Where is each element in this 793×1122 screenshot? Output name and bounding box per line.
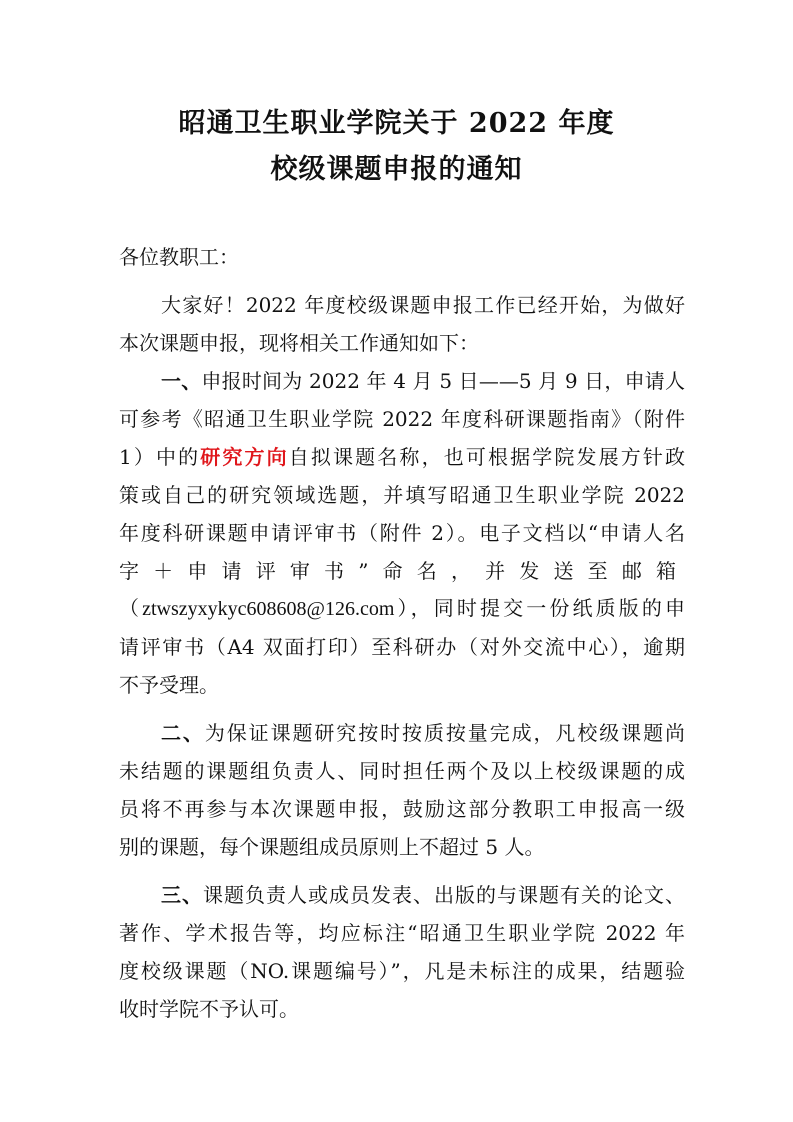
item-1-line-9: 不予受理。: [119, 673, 219, 697]
item-3-line-2: 著作、学术报告等，均应标注“昭通卫生职业学院 2022 年: [119, 921, 685, 945]
document-body: [119, 238, 685, 1028]
item-1-line-1: [119, 362, 685, 400]
item-1-line-3: [119, 438, 685, 476]
item-1-line-1-text: 申报时间为 2022 年 4 月 5 日——5 月 9 日，申请人: [201, 369, 686, 393]
item-2-line-1-text: 为保证课题研究按时按质按量完成，凡校级课题尚: [204, 721, 686, 745]
item-3-line-1-text: 课题负责人或成员发表、出版的与课题有关的论文、: [203, 883, 685, 907]
item-1-line-6: 字＋申请评审书”命名，并发送至邮箱: [119, 559, 685, 583]
research-direction-highlight: 研究方向: [200, 445, 289, 469]
item-2-line-1: [119, 714, 685, 752]
item-2-line-2: 未结题的课题组负责人、同时担任两个及以上校级课题的成: [119, 759, 685, 783]
item-1-line-3-pre: 1）中的: [119, 445, 201, 469]
intro-line-1: 大家好！2022 年度校级课题申报工作已经开始，为做好: [161, 293, 685, 317]
item-2-line-3: 员将不再参与本次课题申报，鼓励这部分教职工申报高一级: [119, 797, 685, 821]
item-3-number: 三、: [161, 883, 203, 907]
item-3-line-1: [119, 876, 685, 914]
document-title-line-1: 昭通卫生职业学院关于 2022 年度: [178, 108, 615, 139]
intro-paragraph: [119, 286, 685, 362]
item-1-line-2: 可参考《昭通卫生职业学院 2022 年度科研课题指南》（附件: [119, 407, 685, 431]
item-3-paragraph: [119, 876, 685, 1028]
item-1-number: 一、: [161, 369, 202, 393]
salutation: 各位教职工：: [119, 245, 239, 269]
item-2-number: 二、: [161, 721, 205, 745]
item-1-paragraph: [119, 362, 685, 704]
item-1-line-8: 请评审书（A4 双面打印）至科研办（对外交流中心），逾期: [119, 635, 685, 659]
item-1-line-4: 策或自己的研究领域选题，并填写昭通卫生职业学院 2022: [119, 483, 685, 507]
document-title-line-2: 校级课题申报的通知: [270, 154, 523, 185]
item-2-line-4: 别的课题，每个课题组成员原则上不超过 5 人。: [119, 835, 545, 859]
item-1-line-5: 年度科研课题申请评审书（附件 2）。电子文档以“申请人名: [119, 521, 685, 545]
item-3-line-3: 度校级课题（NO.课题编号）”，凡是未标注的成果，结题验: [119, 959, 685, 983]
item-2-paragraph: [119, 714, 685, 866]
intro-line-2: 本次课题申报，现将相关工作通知如下：: [119, 331, 479, 355]
item-1-email-line: （ztwszyxykyc608608@126.com），同时提交一份纸质版的申: [119, 598, 685, 620]
item-3-line-4: 收时学院不予认可。: [119, 997, 299, 1021]
item-1-line-3-post: 自拟课题名称，也可根据学院发展方针政: [288, 445, 686, 469]
